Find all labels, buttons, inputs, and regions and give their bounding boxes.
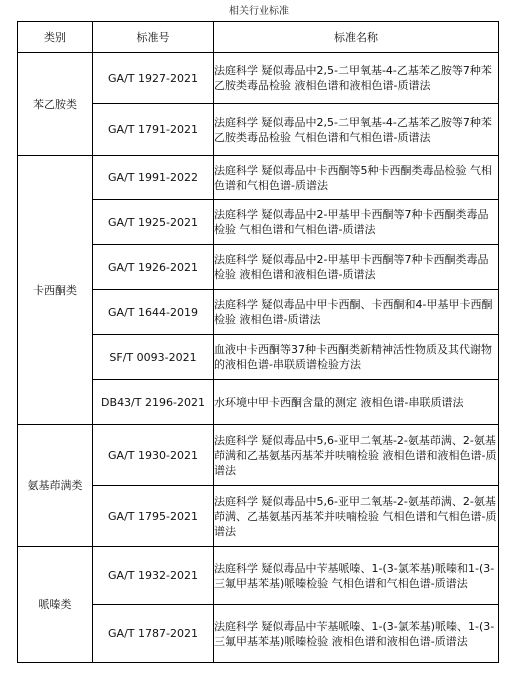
table-row — [18, 425, 499, 486]
header-category: 类别 — [18, 22, 93, 53]
standard-code: GA/T 1925-2021 — [93, 200, 214, 245]
standard-name: 水环境中甲卡西酮含量的测定 液相色谱-串联质谱法 — [214, 380, 499, 425]
standards-table — [17, 21, 499, 663]
standard-code: GA/T 1927-2021 — [93, 53, 214, 104]
standard-code: GA/T 1787-2021 — [93, 605, 214, 663]
standard-name: 血液中卡西酮等37种卡西酮类新精神活性物质及其代谢物的液相色谱-串联质谱检验方法 — [214, 335, 499, 380]
standard-name: 法庭科学 疑似毒品中甲卡西酮、卡西酮和4-甲基甲卡西酮检验 液相色谱-质谱法 — [214, 290, 499, 335]
standard-name: 法庭科学 疑似毒品中苄基哌嗪、1-(3-氯苯基)哌嗪和1-(3-三氟甲基苯基)哌嗪检验 气相色谱和气相色谱-质谱法 — [214, 547, 499, 605]
standard-name: 法庭科学 疑似毒品中2-甲基甲卡西酮等7种卡西酮类毒品检验 液相色谱和液相色谱-质谱法 — [214, 245, 499, 290]
standard-code: GA/T 1795-2021 — [93, 486, 214, 547]
standard-code: GA/T 1644-2019 — [93, 290, 214, 335]
standard-name: 法庭科学 疑似毒品中5,6-亚甲二氧基-2-氨基茚满、2-氨基茚满、乙基氨基丙基苯并呋喃检验 气相色谱和气相色谱-质谱法 — [214, 486, 499, 547]
header-code: 标准号 — [93, 22, 214, 53]
table-caption: 相关行业标准 — [229, 6, 289, 17]
standard-name: 法庭科学 疑似毒品中2,5-二甲氧基-4-乙基苯乙胺等7种苯乙胺类毒品检验 液相色谱和液相色谱-质谱法 — [214, 53, 499, 104]
table-row — [18, 547, 499, 605]
standard-code: GA/T 1930-2021 — [93, 425, 214, 486]
standard-name: 法庭科学 疑似毒品中苄基哌嗪、1-(3-氯苯基)哌嗪、1-(3-三氟甲基苯基)哌嗪检验 液相色谱和液相色谱-质谱法 — [214, 605, 499, 663]
standard-name: 法庭科学 疑似毒品中2,5-二甲氧基-4-乙基苯乙胺等7种苯乙胺类毒品检验 气相色谱和气相色谱-质谱法 — [214, 104, 499, 156]
standard-code: GA/T 1991-2022 — [93, 156, 214, 200]
header-row — [18, 22, 499, 53]
standard-code: DB43/T 2196-2021 — [93, 380, 214, 425]
category-cell: 卡西酮类 — [18, 156, 93, 425]
category-cell: 苯乙胺类 — [18, 53, 93, 156]
standard-name: 法庭科学 疑似毒品中2-甲基甲卡西酮等7种卡西酮类毒品检验 气相色谱和气相色谱-质谱法 — [214, 200, 499, 245]
standard-name: 法庭科学 疑似毒品中5,6-亚甲二氧基-2-氨基茚满、2-氨基茚满和乙基氨基丙基苯并呋喃检验 液相色谱和液相色谱-质谱法 — [214, 425, 499, 486]
header-name: 标准名称 — [214, 22, 499, 53]
standard-name: 法庭科学 疑似毒品中卡西酮等5种卡西酮类毒品检验 气相色谱和气相色谱-质谱法 — [214, 156, 499, 200]
standard-code: SF/T 0093-2021 — [93, 335, 214, 380]
category-cell: 氨基茚满类 — [18, 425, 93, 547]
standard-code: GA/T 1932-2021 — [93, 547, 214, 605]
category-cell: 哌嗪类 — [18, 547, 93, 663]
standard-code: GA/T 1926-2021 — [93, 245, 214, 290]
standard-code: GA/T 1791-2021 — [93, 104, 214, 156]
table-row — [18, 156, 499, 200]
table-row — [18, 53, 499, 104]
